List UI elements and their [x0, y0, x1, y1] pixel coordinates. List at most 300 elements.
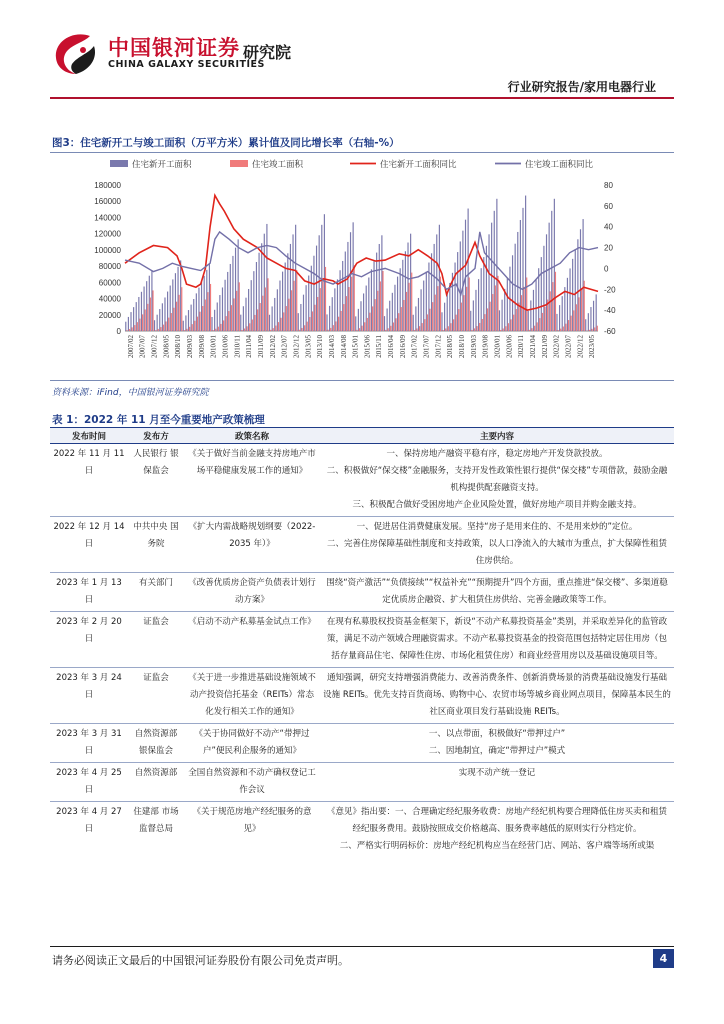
table-row — [50, 724, 674, 763]
completion-bar — [139, 319, 140, 331]
new-start-bar — [590, 307, 591, 331]
completion-bar — [189, 327, 190, 331]
content-paragraph: 实现不动产统一登记 — [458, 768, 536, 778]
new-start-bar — [319, 235, 320, 331]
new-start-bar — [146, 281, 147, 331]
new-start-bar — [397, 277, 398, 331]
x-tick-label: 2011/04 — [245, 335, 254, 358]
x-tick-label: 2014/03 — [327, 335, 336, 358]
new-start-bar — [243, 306, 244, 331]
y-right-tick-label: 60 — [604, 201, 613, 211]
completion-bar — [552, 282, 553, 331]
new-start-bar — [198, 288, 199, 331]
new-start-bar — [292, 234, 293, 331]
completion-bar — [362, 326, 363, 331]
new-start-bar — [264, 234, 265, 331]
content-cell — [320, 763, 674, 802]
completion-bar — [299, 330, 300, 331]
new-start-bar — [387, 308, 388, 331]
completion-bar — [265, 287, 266, 331]
new-start-bar — [567, 278, 568, 331]
new-start-bar — [468, 209, 469, 331]
new-start-bar — [366, 286, 367, 331]
completion-bar — [576, 304, 577, 331]
date-cell: 2023 年 3 月 24 日 — [50, 668, 128, 724]
completion-bar — [359, 328, 360, 331]
policy-name-cell: 全国自然资源和不动产确权登记工作会议 — [184, 763, 320, 802]
completion-bar — [155, 330, 156, 331]
new-start-bar — [515, 244, 516, 331]
new-start-bar — [277, 289, 278, 331]
x-tick-label: 2018/05 — [446, 335, 455, 358]
new-start-bar — [287, 253, 288, 331]
y-right-tick-label: -40 — [604, 306, 616, 316]
completion-bar — [286, 306, 287, 331]
completion-bar — [134, 325, 135, 331]
completion-bar — [338, 317, 339, 331]
new-start-bar — [535, 279, 536, 331]
completion-bar — [581, 289, 582, 331]
completion-bar — [341, 311, 342, 331]
completion-bar — [495, 285, 496, 331]
new-start-bar — [596, 294, 597, 331]
completion-bar — [487, 308, 488, 331]
date-cell: 2023 年 2 月 20 日 — [50, 612, 128, 668]
new-start-bar — [133, 307, 134, 331]
completion-bar — [202, 306, 203, 331]
content-cell — [320, 444, 674, 517]
completion-bar — [500, 330, 501, 331]
x-tick-label: 2015/11 — [375, 335, 384, 358]
policy-name-cell: 《关于规范房地产经纪服务的意见》 — [192, 807, 312, 834]
new-start-bar — [368, 277, 369, 331]
new-start-bar — [530, 300, 531, 331]
x-tick-label: 2021/09 — [540, 335, 549, 358]
new-start-bar — [496, 199, 497, 331]
completion-bar — [228, 311, 229, 331]
y-left-tick-label: 140000 — [94, 213, 121, 223]
y-right-tick-label: 20 — [604, 243, 613, 253]
new-start-bar — [274, 298, 275, 331]
new-start-bar — [478, 279, 479, 331]
issuer-cell: 人民银行 银保监会 — [128, 444, 184, 517]
new-start-bar — [219, 295, 220, 331]
new-start-bar — [577, 239, 578, 331]
new-start-bar — [162, 303, 163, 331]
new-start-bar — [154, 320, 155, 331]
new-start-bar — [556, 314, 557, 331]
new-start-bar — [575, 249, 576, 331]
figure-title: 图3：住宅新开工与竣工面积（万平方米）累计值及同比增长率（右轴-%） — [52, 137, 400, 149]
figure-bottom-rule — [50, 380, 674, 381]
new-start-bar — [232, 256, 233, 331]
completion-bar — [372, 306, 373, 331]
header-divider — [50, 97, 674, 99]
completion-bar — [147, 304, 148, 331]
content-cell — [320, 573, 674, 612]
completion-bar — [382, 271, 383, 331]
new-start-bar — [159, 309, 160, 331]
completion-bar — [291, 290, 292, 331]
figure-source: 资料来源：iFind，中国银河证券研究院 — [52, 388, 209, 398]
new-start-bar — [193, 299, 194, 331]
completion-bar — [343, 304, 344, 331]
new-start-bar — [167, 292, 168, 331]
x-tick-label: 2008/05 — [162, 335, 171, 358]
column-header: 主要内容 — [320, 428, 674, 444]
new-start-bar — [141, 292, 142, 331]
content-paragraph: 一、促进居住消费健康发展。坚持“房子是用来住的、不是用来炒的”定位。 — [356, 522, 638, 532]
completion-bar — [393, 322, 394, 331]
new-start-bar — [583, 219, 584, 331]
completion-bar — [484, 314, 485, 331]
content-paragraph: 《意见》指出要：一、合理确定经纪服务收费：房地产经纪机构要合理降低住房买卖和租赁经纪服务费用。鼓励按照成交价格越高、服务费率越低的原则实行分档定价。 — [326, 807, 667, 834]
new-start-bar — [332, 297, 333, 331]
completion-bar — [573, 310, 574, 331]
new-start-bar — [379, 244, 380, 331]
new-start-bar — [185, 315, 186, 331]
new-start-bar — [347, 242, 348, 331]
completion-bar — [328, 330, 329, 331]
column-header: 发布时间 — [50, 428, 128, 444]
new-start-bar — [363, 293, 364, 331]
completion-bar — [526, 277, 527, 331]
new-start-bar — [418, 298, 419, 331]
completion-bar — [184, 330, 185, 331]
new-start-bar — [222, 287, 223, 331]
x-tick-label: 2007/07 — [138, 335, 147, 358]
completion-bar — [220, 324, 221, 331]
y-left-tick-label: 120000 — [94, 229, 121, 239]
new-start-bar — [191, 305, 192, 331]
completion-bar — [346, 296, 347, 331]
content-paragraph: 二、严格实行明码标价：房地产经纪机构应当在经营门店、网站、客户端等场所或渠 — [339, 841, 655, 851]
completion-bar — [557, 330, 558, 331]
page-header — [0, 0, 724, 100]
completion-bar — [132, 327, 133, 331]
completion-bar — [414, 330, 415, 331]
new-start-bar — [157, 315, 158, 331]
new-start-bar — [585, 319, 586, 331]
new-start-bar — [306, 285, 307, 331]
x-tick-label: 2013/05 — [304, 335, 313, 358]
completion-bar — [563, 327, 564, 331]
new-start-bar — [149, 276, 150, 331]
completion-bar — [456, 315, 457, 331]
completion-bar — [296, 270, 297, 331]
new-start-bar — [201, 282, 202, 331]
footer-divider — [50, 946, 674, 947]
table-row — [50, 573, 674, 612]
new-start-bar — [211, 317, 212, 331]
completion-bar — [197, 317, 198, 331]
completion-bar — [273, 328, 274, 331]
completion-bar — [419, 326, 420, 331]
completion-bar — [322, 278, 323, 331]
new-start-bar — [444, 303, 445, 331]
completion-bar — [505, 326, 506, 331]
new-start-bar — [449, 283, 450, 331]
new-start-bar — [324, 214, 325, 331]
new-start-bar — [434, 244, 435, 331]
completion-bar — [179, 295, 180, 331]
policy-name-cell: 《改善优质房企资产负债表计划行动方案》 — [184, 573, 320, 612]
completion-bar — [445, 328, 446, 331]
new-start-bar — [183, 321, 184, 331]
completion-bar — [474, 328, 475, 331]
x-tick-label: 2011/09 — [257, 335, 265, 358]
issuer-cell: 中共中央 国务院 — [128, 517, 184, 573]
completion-bar — [369, 313, 370, 331]
date-cell: 2023 年 1 月 13 日 — [50, 573, 128, 612]
chart-svg — [50, 155, 674, 380]
new-start-bar — [460, 241, 461, 331]
policy-name-cell: 《关于做好当前金融支持房地产市场平稳健康发展工作的通知》 — [184, 444, 320, 517]
x-tick-label: 2021/04 — [529, 335, 537, 358]
completion-bar — [226, 316, 227, 331]
completion-bar — [166, 321, 167, 331]
new-start-bar — [392, 293, 393, 331]
column-header: 发布方 — [128, 428, 184, 444]
completion-bar — [380, 281, 381, 331]
new-start-bar — [462, 231, 463, 331]
completion-bar — [482, 319, 483, 331]
new-start-bar — [308, 276, 309, 331]
completion-bar — [257, 309, 258, 331]
legend-swatch — [230, 160, 248, 167]
new-start-bar — [593, 301, 594, 331]
x-tick-label: 2007/02 — [126, 335, 135, 358]
x-tick-label: 2012/02 — [268, 335, 277, 358]
figure-top-rule — [50, 152, 674, 153]
completion-bar — [278, 322, 279, 331]
completion-bar — [171, 313, 172, 331]
new-start-bar — [316, 246, 317, 331]
date-cell: 2023 年 3 月 31 日 — [50, 724, 128, 763]
x-tick-label: 2012/12 — [292, 335, 301, 358]
completion-bar — [173, 308, 174, 331]
new-start-bar — [217, 302, 218, 331]
new-start-bar — [258, 253, 259, 331]
new-start-bar — [580, 229, 581, 331]
completion-bar — [390, 326, 391, 331]
completion-bar — [320, 288, 321, 331]
x-tick-label: 2007/12 — [150, 335, 159, 358]
completion-bar — [158, 329, 159, 331]
new-start-bar — [549, 223, 550, 331]
y-left-tick-label: 100000 — [94, 245, 121, 255]
legend-label: 住宅竣工面积 — [252, 159, 304, 169]
new-start-bar — [188, 310, 189, 331]
policy-name-cell: 《启动不动产私募基金试点工作》 — [184, 612, 320, 668]
completion-bar — [432, 302, 433, 331]
content-paragraph: 在现有私募股权投资基金框架下，新设“不动产私募投资基金”类别，并采取差异化的监管政策，满足不动产领域合理融资需求。不动产私募投资基金的投资范围包括特定居住用房（包括存量商品住宅、保障性住房、市场化租赁住房）和商业经营用房以及基础设施项目等。 — [326, 617, 668, 661]
new-start-bar — [488, 234, 489, 331]
completion-bar — [325, 267, 326, 331]
completion-bar — [560, 329, 561, 331]
new-start-bar — [402, 260, 403, 331]
x-tick-label: 2015/01 — [351, 335, 360, 358]
content-cell — [320, 724, 674, 763]
completion-bar — [215, 329, 216, 331]
new-start-bar — [543, 246, 544, 331]
completion-bar — [476, 326, 477, 331]
new-start-bar — [235, 248, 236, 331]
completion-bar — [218, 327, 219, 331]
y-right-tick-label: -60 — [604, 327, 616, 336]
completion-bar — [568, 320, 569, 331]
new-start-bar — [334, 288, 335, 331]
x-tick-label: 2015/06 — [363, 335, 372, 358]
new-start-bar — [473, 300, 474, 331]
legend-label: 住宅新开工面积同比 — [380, 159, 457, 169]
completion-bar — [406, 292, 407, 331]
completion-bar — [490, 302, 491, 331]
new-start-bar — [507, 278, 508, 331]
completion-bar — [534, 326, 535, 331]
completion-bar — [283, 312, 284, 331]
completion-bar — [348, 287, 349, 331]
legend-label: 住宅竣工面积同比 — [525, 159, 594, 169]
completion-bar — [531, 328, 532, 331]
new-start-bar — [483, 257, 484, 331]
new-start-bar — [279, 281, 280, 331]
new-start-bar — [400, 268, 401, 331]
x-tick-label: 2010/11 — [233, 335, 242, 358]
completion-bar — [233, 298, 234, 331]
completion-bar — [301, 328, 302, 331]
new-start-bar — [298, 313, 299, 331]
completion-bar — [388, 328, 389, 331]
policy-name-cell: 《扩大内需战略规划纲要（2022-2035 年）》 — [184, 517, 320, 573]
content-cell — [320, 802, 674, 858]
completion-bar — [422, 323, 423, 331]
x-tick-label: 2017/07 — [422, 335, 431, 358]
issuer-cell: 自然资源部 银保监会 — [128, 724, 184, 763]
completion-bar — [401, 307, 402, 331]
new-start-bar — [214, 310, 215, 331]
completion-bar — [152, 290, 153, 331]
content-paragraph: 二、因地制宜，确定“带押过户”模式 — [428, 746, 566, 756]
new-start-bar — [204, 276, 205, 331]
page-number: 4 — [653, 949, 674, 968]
table-header-row — [50, 428, 674, 444]
new-start-bar — [209, 264, 210, 331]
institute-name: 研究院 — [243, 43, 292, 62]
completion-bar — [129, 329, 130, 331]
completion-bar — [241, 330, 242, 331]
completion-bar — [440, 277, 441, 331]
new-start-bar — [562, 296, 563, 331]
new-start-bar — [358, 309, 359, 331]
completion-bar — [288, 299, 289, 331]
table-row — [50, 517, 674, 573]
completion-bar — [529, 330, 530, 331]
new-start-bar — [405, 251, 406, 331]
new-start-bar — [245, 298, 246, 331]
logo-chinese-name: 中国银河证券 — [108, 36, 240, 60]
issuer-cell: 证监会 — [128, 612, 184, 668]
completion-bar — [150, 298, 151, 331]
new-start-bar — [426, 272, 427, 331]
new-start-bar — [164, 297, 165, 331]
new-start-bar — [504, 289, 505, 331]
completion-bar — [409, 283, 410, 331]
completion-bar — [307, 322, 308, 331]
new-start-bar — [230, 264, 231, 331]
completion-bar — [375, 299, 376, 331]
galaxy-logo-icon — [50, 30, 100, 76]
completion-bar — [252, 320, 253, 331]
policy-name-cell: 《关于进一步推进基础设施领域不动产投资信托基金（REITs）常态化发行相关工作的通知》 — [184, 668, 320, 724]
new-start-bar — [353, 222, 354, 331]
completion-bar — [565, 324, 566, 331]
new-start-bar — [300, 304, 301, 331]
completion-bar — [364, 322, 365, 331]
y-left-tick-label: 20000 — [98, 310, 121, 320]
completion-bar — [247, 326, 248, 331]
new-start-bar — [541, 257, 542, 331]
completion-bar — [145, 309, 146, 331]
new-start-bar — [170, 286, 171, 331]
x-tick-label: 2018/10 — [458, 335, 466, 358]
date-cell: 2022 年 12 月 14 日 — [50, 517, 128, 573]
new-start-bar — [206, 270, 207, 331]
date-cell: 2023 年 4 月 25 日 — [50, 763, 128, 802]
x-tick-label: 2019/03 — [469, 335, 478, 358]
new-start-bar — [253, 271, 254, 331]
completion-bar — [539, 318, 540, 331]
x-tick-label: 2017/12 — [434, 335, 443, 358]
completion-bar — [309, 317, 310, 331]
content-cell — [320, 668, 674, 724]
new-start-bar — [177, 267, 178, 331]
completion-bar — [192, 324, 193, 331]
new-start-bar — [465, 220, 466, 331]
issuer-cell: 有关部门 — [128, 573, 184, 612]
completion-bar — [508, 323, 509, 331]
completion-bar — [435, 295, 436, 331]
completion-bar — [239, 282, 240, 331]
new-start-bar — [384, 316, 385, 331]
date-cell: 2022 年 11 月 11 日 — [50, 444, 128, 517]
completion-bar — [207, 292, 208, 331]
new-start-bar — [251, 280, 252, 331]
completion-bar — [377, 291, 378, 331]
completion-bar — [186, 329, 187, 331]
x-tick-label: 2016/04 — [387, 335, 396, 358]
table-row — [50, 444, 674, 517]
new-start-bar — [528, 311, 529, 331]
legend-swatch — [110, 160, 128, 167]
completion-bar — [463, 295, 464, 331]
new-start-bar — [564, 287, 565, 331]
report-type: 行业研究报告/家用电器行业 — [507, 80, 656, 94]
y-left-tick-label: 40000 — [98, 294, 121, 304]
new-start-bar — [175, 273, 176, 331]
completion-bar — [555, 272, 556, 331]
completion-bar — [260, 303, 261, 331]
new-start-bar — [342, 261, 343, 331]
new-start-bar — [546, 234, 547, 331]
completion-bar — [591, 329, 592, 331]
new-start-bar — [337, 279, 338, 331]
new-start-bar — [554, 199, 555, 331]
completion-bar — [126, 330, 127, 331]
new-start-bar — [410, 234, 411, 331]
new-start-bar — [470, 311, 471, 331]
legend-label: 住宅新开工面积 — [132, 159, 192, 169]
